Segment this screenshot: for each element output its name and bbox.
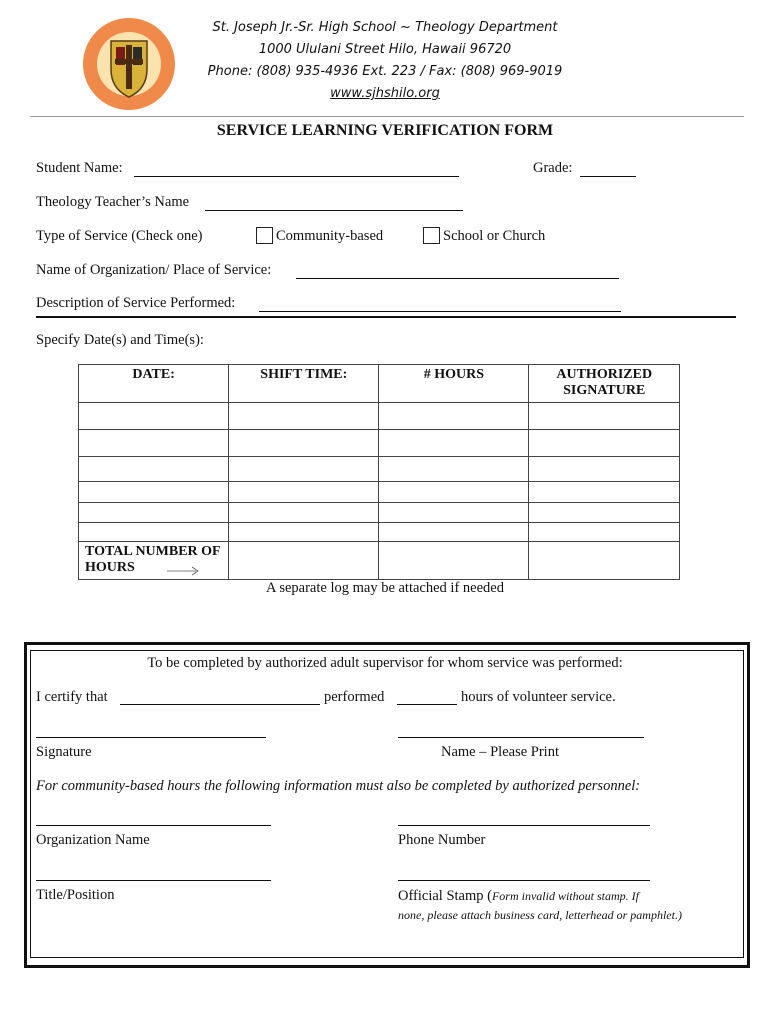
school-church-option-label: School or Church [443,228,546,244]
header-line-3: Phone: (808) 935-4936 Ext. 223 / Fax: (808) 969-9019 [207,64,563,79]
total-spacer-cell [229,542,379,580]
arrow-right-icon [167,565,199,581]
table-row [79,523,680,542]
description-field[interactable] [259,311,621,312]
date-cell[interactable] [79,482,229,503]
table-row [79,430,680,457]
section-divider [36,316,736,318]
community-note: For community-based hours the following information must also be completed by authorized personnel: [36,778,641,794]
official-stamp-label: Official Stamp ( [398,888,492,904]
shift-cell[interactable] [229,457,379,482]
teacher-name-label: Theology Teacher’s Name [36,194,190,210]
name-print-field[interactable] [398,737,644,738]
title-position-label: Title/Position [36,887,115,903]
hours-cell[interactable] [379,430,529,457]
certify-student-field[interactable] [120,704,320,705]
date-header: DATE: [79,365,229,403]
hours-cell[interactable] [379,503,529,523]
signature-cell[interactable] [529,523,680,542]
date-cell[interactable] [79,503,229,523]
shift-cell[interactable] [229,503,379,523]
header-line-2: 1000 Ululani Street Hilo, Hawaii 96720 [258,42,512,57]
student-name-label: Student Name: [36,160,123,176]
separate-log-note: A separate log may be attached if needed [266,580,504,596]
certify-hours-field[interactable] [397,704,457,705]
signature-field[interactable] [36,737,266,738]
table-row [79,403,680,430]
signature-cell[interactable] [529,430,680,457]
signature-cell[interactable] [529,403,680,430]
hours-header: # HOURS [379,365,529,403]
community-checkbox[interactable] [256,227,273,244]
volunteer-hours-label: hours of volunteer service. [461,689,616,705]
total-label-line-1: TOTAL NUMBER OF [85,544,221,559]
signature-cell[interactable] [529,482,680,503]
shift-cell[interactable] [229,482,379,503]
description-label: Description of Service Performed: [36,295,236,311]
school-church-checkbox[interactable] [423,227,440,244]
organization-name-label: Organization Name [36,832,150,848]
shift-cell[interactable] [229,403,379,430]
hours-cell[interactable] [379,482,529,503]
date-cell[interactable] [79,430,229,457]
hours-cell[interactable] [379,403,529,430]
stamp-note-1: Form invalid without stamp. If [491,889,639,903]
student-name-field[interactable] [134,176,459,177]
shift-time-header: SHIFT TIME: [229,365,379,403]
date-cell[interactable] [79,403,229,430]
community-option-label: Community-based [276,228,384,244]
stamp-note-2: none, please attach business card, letterhead or pamphlet.) [398,908,682,922]
teacher-name-field[interactable] [205,210,463,211]
performed-label: performed [324,689,385,705]
signature-label: Signature [36,744,92,760]
total-signature-cell[interactable] [529,542,680,580]
grade-field[interactable] [580,176,636,177]
header-line-1: St. Joseph Jr.-Sr. High School ~ Theology Department [212,20,558,35]
organization-field[interactable] [296,278,619,279]
total-label-line-2: HOURS [85,560,135,575]
table-row [79,482,680,503]
hours-cell[interactable] [379,523,529,542]
grade-label: Grade: [533,160,573,176]
signature-cell[interactable] [529,457,680,482]
organization-name-field[interactable] [36,825,271,826]
table-row [79,503,680,523]
phone-number-field[interactable] [398,825,650,826]
official-stamp-field[interactable] [398,880,650,881]
date-cell[interactable] [79,457,229,482]
organization-label: Name of Organization/ Place of Service: [36,262,272,278]
phone-number-label: Phone Number [398,832,486,848]
supervisor-intro: To be completed by authorized adult supervisor for whom service was performed: [147,655,623,671]
service-type-label: Type of Service (Check one) [36,228,203,244]
service-log-table [78,364,680,580]
certify-label: I certify that [36,689,108,705]
date-cell[interactable] [79,523,229,542]
shift-cell[interactable] [229,430,379,457]
dates-label: Specify Date(s) and Time(s): [36,332,204,348]
name-print-label: Name – Please Print [441,744,559,760]
official-stamp-label-group [398,887,639,905]
signature-header-line-2: SIGNATURE [563,383,646,398]
title-position-field[interactable] [36,880,271,881]
shift-cell[interactable] [229,523,379,542]
total-label-cell [79,542,229,580]
hours-cell[interactable] [379,457,529,482]
total-row [79,542,680,580]
signature-header [529,365,680,403]
header-website-link[interactable]: www.sjhshilo.org [330,86,440,101]
total-hours-cell[interactable] [379,542,529,580]
signature-cell[interactable] [529,503,680,523]
header-divider [30,116,744,117]
table-header-row [79,365,680,403]
table-row [79,457,680,482]
signature-header-line-1: AUTHORIZED [556,367,653,382]
form-title: SERVICE LEARNING VERIFICATION FORM [216,122,554,139]
